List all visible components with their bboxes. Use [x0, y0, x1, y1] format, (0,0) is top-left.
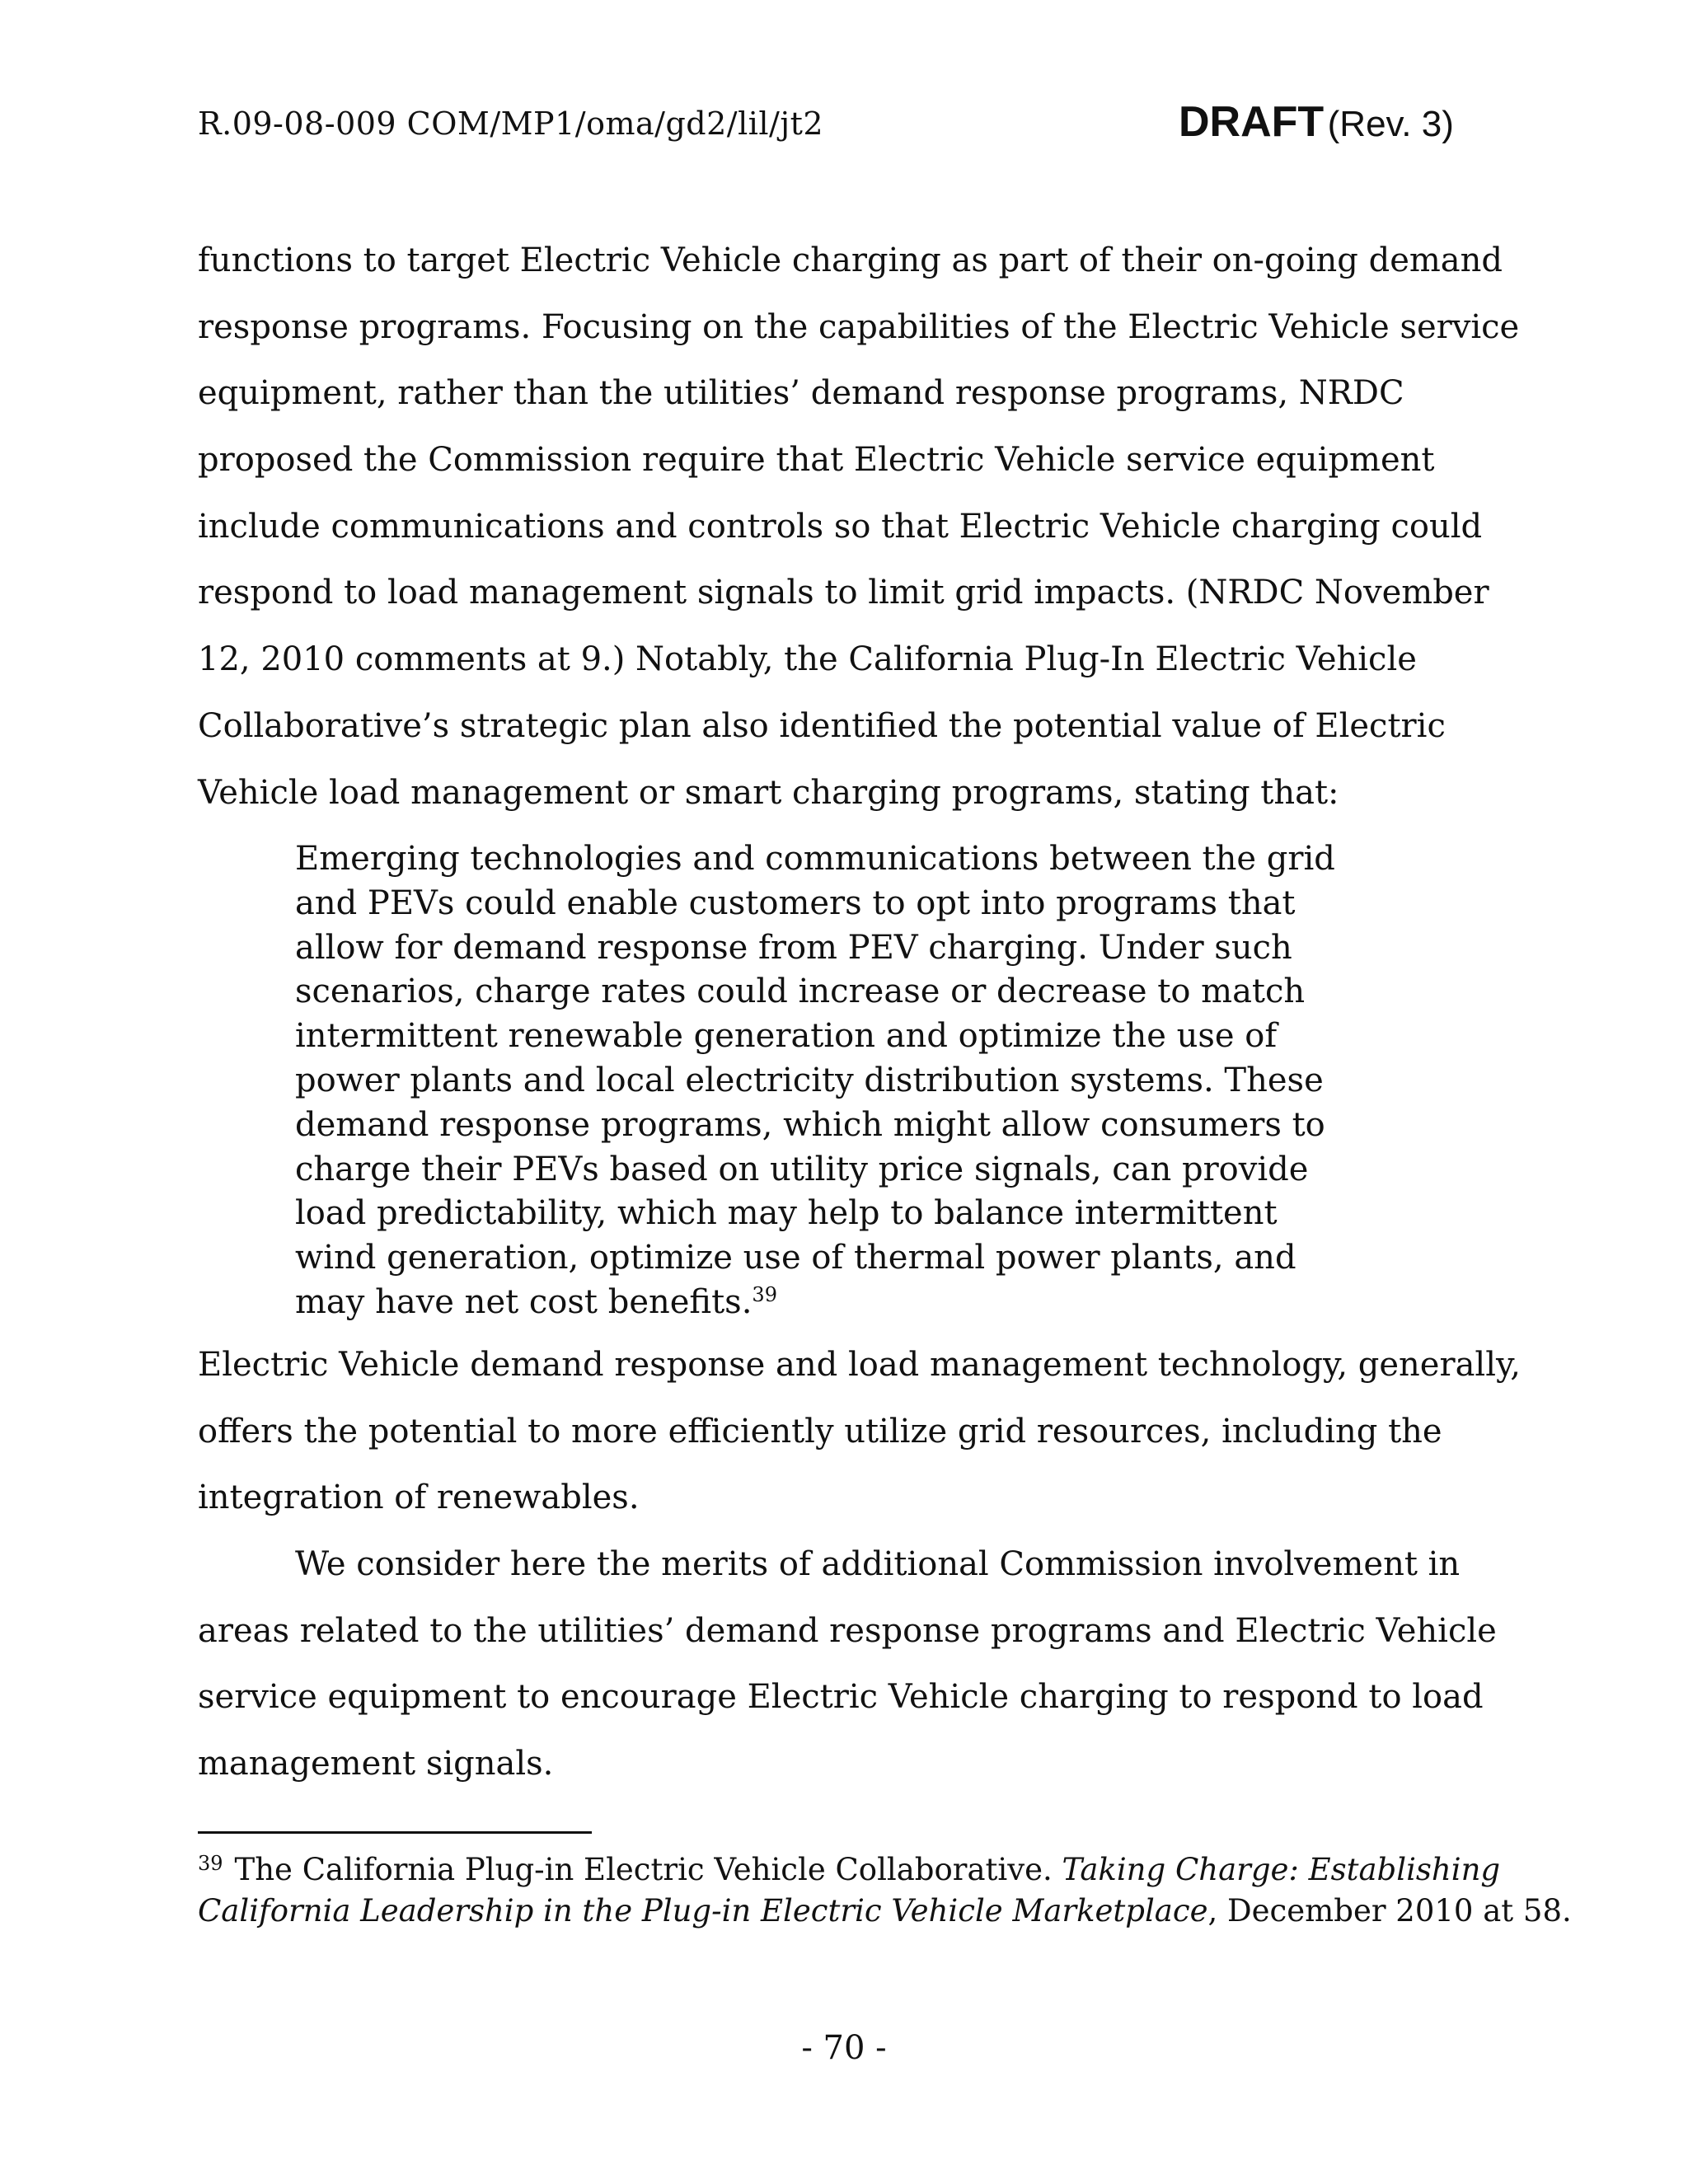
- text-line: Collaborative’s strategic plan also identified the potential value of Electric: [198, 706, 1446, 745]
- quote-last-text: may have net cost benefits.: [295, 1282, 753, 1321]
- text-line: proposed the Commission require that Electric Vehicle service equipment: [198, 441, 1435, 480]
- text-line: functions to target Electric Vehicle charging as part of their on-going demand: [198, 241, 1503, 279]
- page-number: - 70 -: [801, 2029, 887, 2067]
- text-line: Electric Vehicle demand response and load management technology, generally,: [198, 1346, 1522, 1384]
- text-line: areas related to the utilities’ demand response programs and Electric Vehicle: [198, 1611, 1497, 1650]
- quote-line: Emerging technologies and communications between the grid: [295, 840, 1335, 878]
- footnote-line-2: [198, 1891, 1572, 1932]
- draft-header: [1179, 97, 1454, 147]
- footnote-lead: The California Plug-in Electric Vehicle Collaborative.: [234, 1852, 1062, 1887]
- quote-line: [295, 1281, 1367, 1325]
- block-quote: [295, 837, 1367, 1325]
- paragraph-1: [198, 227, 1520, 826]
- quote-line: allow for demand response from PEV charging. Under such: [295, 928, 1292, 967]
- docket-number: R.09-08-009 COM/MP1/oma/gd2/lil/jt2: [198, 105, 824, 142]
- text-line: We consider here the merits of additional Commission involvement in: [295, 1545, 1461, 1583]
- revision-label: (Rev. 3): [1327, 104, 1454, 144]
- text-line: respond to load management signals to limit grid impacts. (NRDC November: [198, 574, 1489, 612]
- footnote-number: 39: [198, 1852, 223, 1875]
- footnote: [198, 1849, 1572, 1932]
- footnote-tail: , December 2010 at 58.: [1207, 1893, 1572, 1929]
- footnote-title-part2: California Leadership in the Plug-in Electric Vehicle Marketplace: [198, 1893, 1208, 1929]
- text-line: include communications and controls so that Electric Vehicle charging could: [198, 507, 1483, 546]
- quote-line: power plants and local electricity distribution systems. These: [295, 1061, 1324, 1099]
- quote-line: demand response programs, which might allow consumers to: [295, 1105, 1325, 1144]
- quote-line: intermittent renewable generation and optimize the use of: [295, 1017, 1278, 1056]
- text-line: response programs. Focusing on the capabilities of the Electric Vehicle service: [198, 307, 1520, 346]
- footnote-line-1: [198, 1849, 1500, 1891]
- text-line: management signals.: [198, 1745, 554, 1783]
- footnote-title-part1: Taking Charge: Establishing: [1062, 1852, 1501, 1887]
- quote-line: load predictability, which may help to balance intermittent: [295, 1194, 1278, 1233]
- paragraph-3: [198, 1531, 1497, 1797]
- paragraph-2: [198, 1332, 1522, 1531]
- text-line: Vehicle load management or smart charging programs, stating that:: [198, 773, 1339, 812]
- text-line: integration of renewables.: [198, 1479, 640, 1517]
- text-line: equipment, rather than the utilities’ demand response programs, NRDC: [198, 374, 1404, 413]
- draft-label: DRAFT: [1179, 98, 1325, 146]
- quote-line: wind generation, optimize use of thermal power plants, and: [295, 1239, 1296, 1277]
- text-line: service equipment to encourage Electric Vehicle charging to respond to load: [198, 1678, 1484, 1717]
- text-line: 12, 2010 comments at 9.) Notably, the California Plug-In Electric Vehicle: [198, 640, 1417, 679]
- footnote-reference[interactable]: 39: [752, 1282, 777, 1306]
- quote-line: scenarios, charge rates could increase or decrease to match: [295, 972, 1306, 1011]
- quote-line: charge their PEVs based on utility price signals, can provide: [295, 1150, 1309, 1188]
- text-line: offers the potential to more efficiently utilize grid resources, including the: [198, 1412, 1442, 1451]
- footnote-separator: [198, 1831, 592, 1834]
- quote-line: and PEVs could enable customers to opt into programs that: [295, 883, 1296, 922]
